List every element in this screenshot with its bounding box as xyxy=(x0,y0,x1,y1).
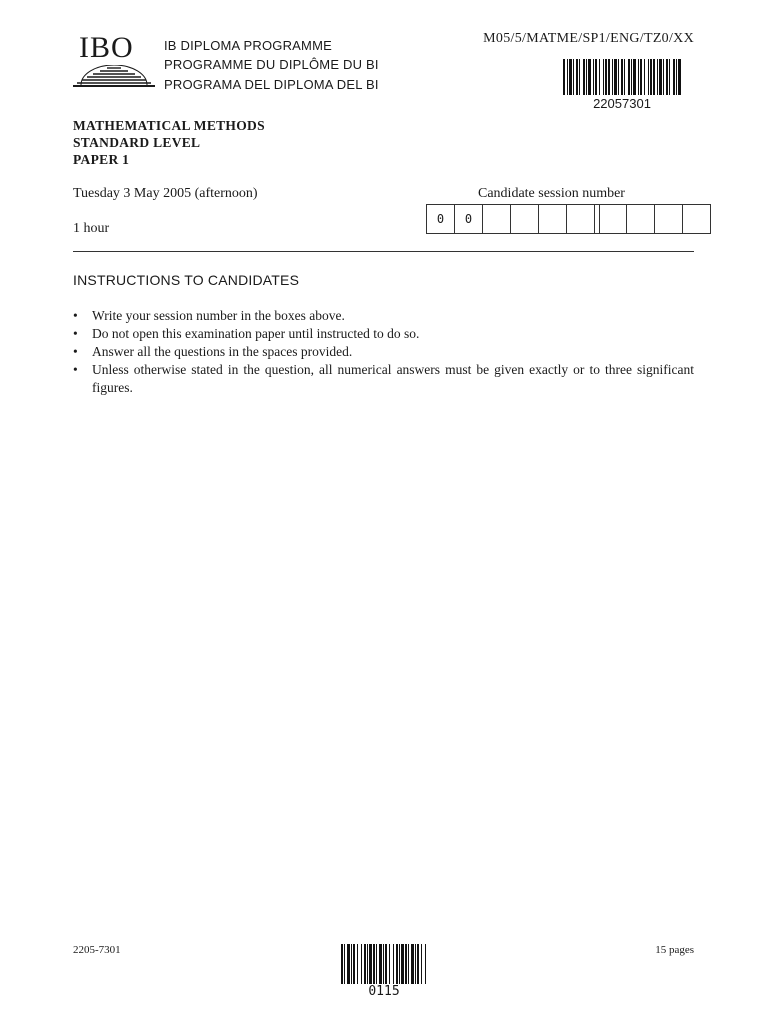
subject-level: STANDARD LEVEL xyxy=(73,135,201,150)
session-number-boxes xyxy=(426,204,711,234)
bullet-icon: • xyxy=(73,308,78,323)
session-digit-box[interactable] xyxy=(627,205,655,233)
barcode-top-icon xyxy=(563,59,681,95)
instruction-item xyxy=(73,307,694,325)
instruction-text: Unless otherwise stated in the question, all numerical answers must be given exactly or to three significant figures. xyxy=(92,362,694,395)
logo-text: IBO xyxy=(79,31,134,64)
session-digit-box[interactable] xyxy=(599,205,627,233)
exam-duration: 1 hour xyxy=(73,221,110,236)
instruction-text: Answer all the questions in the spaces provided. xyxy=(92,344,353,359)
barcode-top-number: 22057301 xyxy=(593,96,651,111)
bullet-icon: • xyxy=(73,362,78,377)
barcode-bottom-number: 0115 xyxy=(368,984,400,999)
session-digit-box[interactable] xyxy=(655,205,683,233)
session-digit-box[interactable] xyxy=(539,205,567,233)
session-digit-box[interactable]: 0 xyxy=(427,205,455,233)
barcode-bottom-icon xyxy=(341,944,427,984)
subject-title: MATHEMATICAL METHODS xyxy=(73,118,265,133)
subject-paper: PAPER 1 xyxy=(73,152,130,167)
bullet-icon: • xyxy=(73,326,78,341)
session-digit-box[interactable]: 0 xyxy=(455,205,483,233)
instruction-text: Do not open this examination paper until instructed to do so. xyxy=(92,326,420,341)
paper-code: M05/5/MATME/SP1/ENG/TZ0/XX xyxy=(483,31,694,46)
footer-code: 2205-7301 xyxy=(73,944,121,956)
instructions-list xyxy=(73,307,694,397)
exam-date: Tuesday 3 May 2005 (afternoon) xyxy=(73,186,258,201)
programme-line-english: IB DIPLOMA PROGRAMME xyxy=(164,38,332,53)
instruction-item xyxy=(73,343,694,361)
header-divider xyxy=(73,251,694,252)
instruction-item xyxy=(73,361,694,397)
programme-line-spanish: PROGRAMA DEL DIPLOMA DEL BI xyxy=(164,77,379,92)
bullet-icon: • xyxy=(73,344,78,359)
logo-rays-icon xyxy=(73,65,155,87)
instructions-heading: INSTRUCTIONS TO CANDIDATES xyxy=(73,272,300,288)
instruction-text: Write your session number in the boxes above. xyxy=(92,308,345,323)
session-digit-box[interactable] xyxy=(483,205,511,233)
session-digit-box[interactable] xyxy=(567,205,595,233)
ibo-logo xyxy=(73,31,155,91)
programme-line-french: PROGRAMME DU DIPLÔME DU BI xyxy=(164,57,379,72)
footer-page-count: 15 pages xyxy=(655,944,694,956)
session-digit-box[interactable] xyxy=(683,205,711,233)
instruction-item xyxy=(73,325,694,343)
session-number-label: Candidate session number xyxy=(478,186,625,201)
session-digit-box[interactable] xyxy=(511,205,539,233)
